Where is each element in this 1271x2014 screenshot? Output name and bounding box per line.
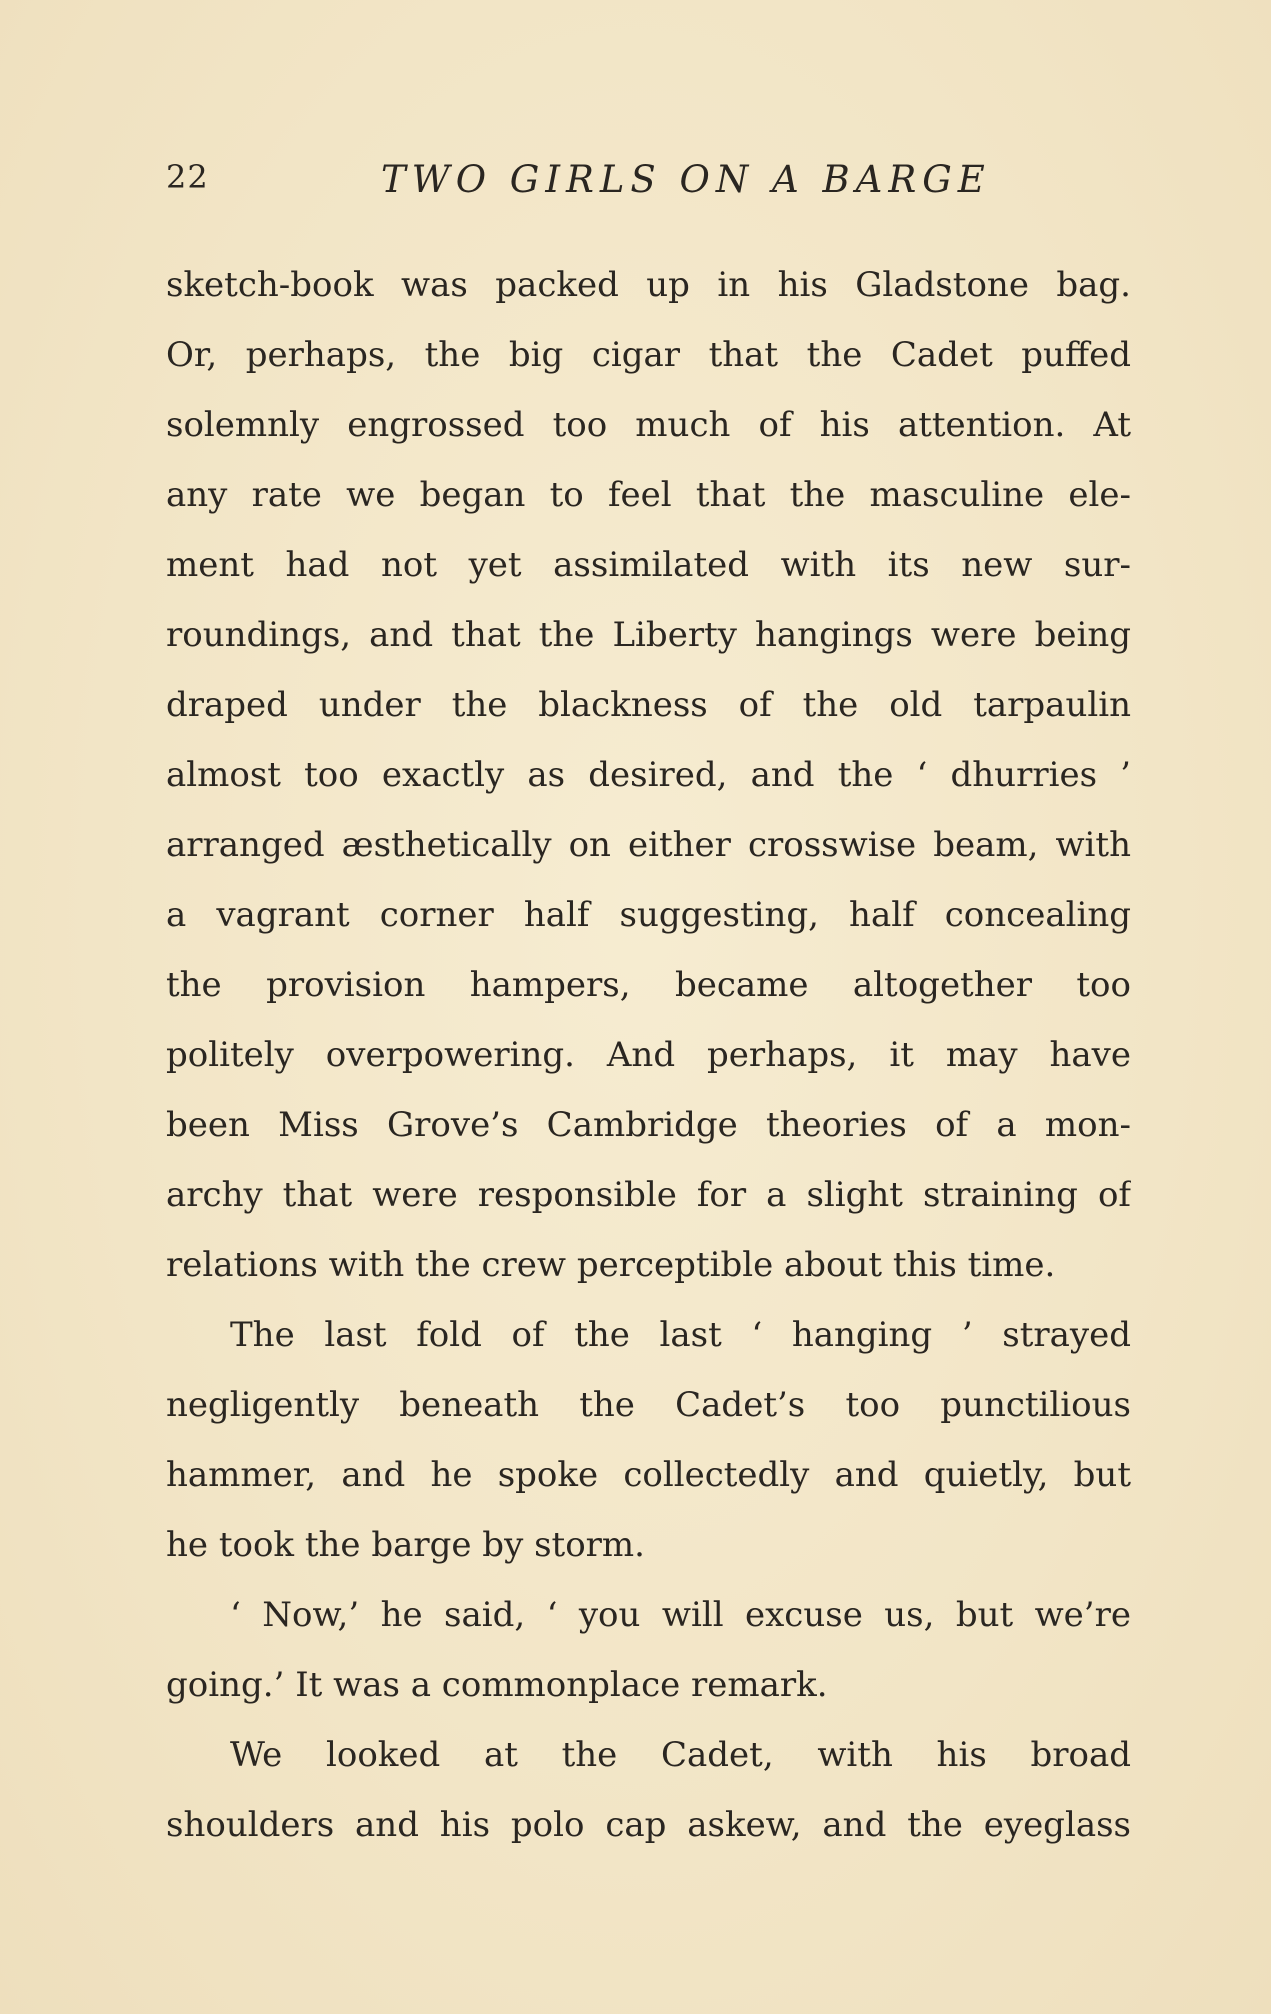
text-line: ‘ Now,’ he said, ‘ you will excuse us, but we’re: [230, 1595, 1131, 1635]
body-text: [166, 250, 1131, 1860]
text-line: archy that were responsible for a slight straining of: [166, 1175, 1131, 1215]
text-line: been Miss Grove’s Cambridge theories of a mon-: [166, 1105, 1131, 1145]
running-title: TWO GIRLS ON A BARGE: [381, 158, 991, 201]
text-line: politely overpowering. And perhaps, it may have: [166, 1035, 1131, 1075]
text-line: he took the barge by storm.: [166, 1525, 645, 1565]
text-line: any rate we began to feel that the masculine ele-: [166, 475, 1131, 515]
text-line: roundings, and that the Liberty hangings were being: [166, 615, 1131, 655]
text-line: solemnly engrossed too much of his attention. At: [166, 405, 1131, 445]
text-line: The last fold of the last ‘ hanging ’ strayed: [230, 1315, 1131, 1355]
text-line: a vagrant corner half suggesting, half concealing: [166, 895, 1131, 935]
text-line: shoulders and his polo cap askew, and the eyeglass: [166, 1805, 1131, 1845]
page-number: 22: [166, 158, 209, 196]
text-line: arranged æsthetically on either crosswise beam, with: [166, 825, 1131, 865]
text-line: hammer, and he spoke collectedly and quietly, but: [166, 1455, 1131, 1495]
text-line: relations with the crew perceptible about this time.: [166, 1245, 1056, 1285]
text-line: negligently beneath the Cadet’s too punctilious: [166, 1385, 1131, 1425]
text-line: We looked at the Cadet, with his broad: [230, 1735, 1131, 1775]
text-line: sketch-book was packed up in his Gladstone bag.: [166, 265, 1131, 305]
text-line: ment had not yet assimilated with its new sur-: [166, 545, 1131, 585]
text-line: going.’ It was a commonplace remark.: [166, 1665, 828, 1705]
text-line: Or, perhaps, the big cigar that the Cadet puffed: [166, 335, 1131, 375]
text-line: the provision hampers, became altogether too: [166, 965, 1131, 1005]
running-head: [166, 158, 1131, 208]
text-line: draped under the blackness of the old tarpaulin: [166, 685, 1131, 725]
text-line: almost too exactly as desired, and the ‘ dhurries ’: [166, 755, 1131, 795]
